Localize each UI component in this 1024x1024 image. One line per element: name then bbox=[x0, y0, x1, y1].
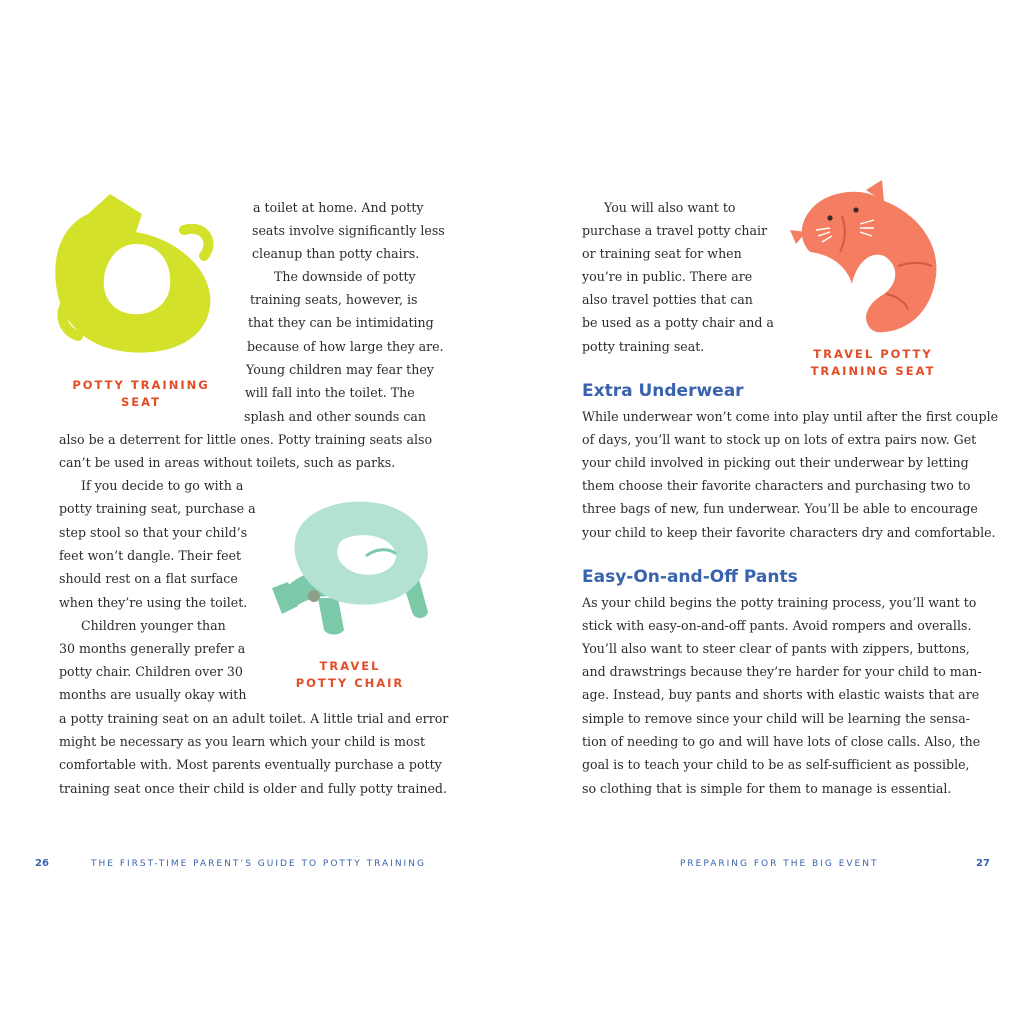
text-line: potty chair. Children over 30 bbox=[59, 664, 243, 679]
travel-potty-training-seat-illustration bbox=[786, 178, 942, 338]
text-line: potty training seat, purchase a bbox=[59, 501, 256, 516]
text-line: them choose their favorite characters and purchasing two to bbox=[582, 478, 971, 493]
text-line: purchase a travel potty chair bbox=[582, 223, 768, 238]
text-line: simple to remove since your child will be learning the sensa- bbox=[582, 711, 971, 726]
text-line: If you decide to go with a bbox=[81, 478, 244, 493]
caption-potty-training-seat: POTTY TRAINING SEAT bbox=[72, 378, 210, 409]
text-line: three bags of new, fun underwear. You’ll be able to encourage bbox=[582, 501, 978, 516]
caption-travel-potty-chair: TRAVEL POTTY CHAIR bbox=[295, 659, 405, 690]
text-line: when they’re using the toilet. bbox=[59, 595, 248, 610]
text-line: that they can be intimidating bbox=[248, 315, 434, 330]
text-line: cleanup than potty chairs. bbox=[252, 246, 420, 261]
text-line: As your child begins the potty training process, you’ll want to bbox=[582, 595, 977, 610]
text-line: a potty training seat on an adult toilet. A little trial and error bbox=[59, 711, 449, 726]
text-line: a toilet at home. And potty bbox=[253, 200, 424, 215]
text-line: Children younger than bbox=[81, 618, 226, 633]
text-line: months are usually okay with bbox=[59, 687, 247, 702]
text-line: also be a deterrent for little ones. Potty training seats also bbox=[59, 432, 433, 447]
text-line: of days, you’ll want to stock up on lots of extra pairs now. Get bbox=[582, 432, 977, 447]
text-line: should rest on a flat surface bbox=[59, 571, 238, 586]
text-line: you’re in public. There are bbox=[582, 269, 753, 284]
text-line: goal is to teach your child to be as self-sufficient as possible, bbox=[582, 757, 970, 772]
text-line: stick with easy-on-and-off pants. Avoid rompers and overalls. bbox=[582, 618, 972, 633]
text-line: tion of needing to go and will have lots of close calls. Also, the bbox=[582, 734, 981, 749]
text-line: and drawstrings because they’re harder for your child to man- bbox=[582, 664, 982, 679]
text-line: While underwear won’t come into play until after the first couple bbox=[582, 409, 999, 424]
text-line: be used as a potty chair and a bbox=[582, 315, 774, 330]
running-head-left: THE FIRST-TIME PARENT’S GUIDE TO POTTY TRAINING bbox=[91, 859, 426, 869]
page-number-left: 26 bbox=[35, 858, 49, 869]
text-line: splash and other sounds can bbox=[244, 409, 427, 424]
travel-potty-chair-illustration bbox=[266, 498, 434, 636]
text-line: comfortable with. Most parents eventually purchase a potty bbox=[59, 757, 442, 772]
heading-easy-on-and-off-pants: Easy-On-and-Off Pants bbox=[582, 567, 798, 587]
text-line: so clothing that is simple for them to manage is essential. bbox=[582, 781, 952, 796]
heading-extra-underwear: Extra Underwear bbox=[582, 381, 744, 401]
text-line: potty training seat. bbox=[582, 339, 705, 354]
text-line: seats involve significantly less bbox=[252, 223, 445, 238]
text-line: The downside of potty bbox=[274, 269, 416, 284]
text-line: age. Instead, buy pants and shorts with elastic waists that are bbox=[582, 687, 980, 702]
text-line: feet won’t dangle. Their feet bbox=[59, 548, 242, 563]
running-head-right: PREPARING FOR THE BIG EVENT bbox=[680, 859, 879, 869]
text-line: training seats, however, is bbox=[250, 292, 418, 307]
page-number-right: 27 bbox=[976, 858, 990, 869]
potty-training-seat-illustration bbox=[44, 188, 216, 358]
text-line: training seat once their child is older and fully potty trained. bbox=[59, 781, 447, 796]
text-line: step stool so that your child’s bbox=[59, 525, 248, 540]
text-line: also travel potties that can bbox=[582, 292, 753, 307]
text-line: 30 months generally prefer a bbox=[59, 641, 246, 656]
text-line: might be necessary as you learn which your child is most bbox=[59, 734, 426, 749]
text-line: will fall into the toilet. The bbox=[245, 385, 415, 400]
text-line: your child to keep their favorite characters dry and comfortable. bbox=[582, 525, 996, 540]
caption-travel-potty-training-seat: TRAVEL POTTY TRAINING SEAT bbox=[810, 347, 936, 378]
text-line: because of how large they are. bbox=[247, 339, 444, 354]
text-line: You’ll also want to steer clear of pants with zippers, buttons, bbox=[582, 641, 970, 656]
text-line: can’t be used in areas without toilets, such as parks. bbox=[59, 455, 396, 470]
text-line: your child involved in picking out their underwear by letting bbox=[582, 455, 969, 470]
text-line: Young children may fear they bbox=[246, 362, 434, 377]
text-line: or training seat for when bbox=[582, 246, 742, 261]
text-line: You will also want to bbox=[604, 200, 736, 215]
